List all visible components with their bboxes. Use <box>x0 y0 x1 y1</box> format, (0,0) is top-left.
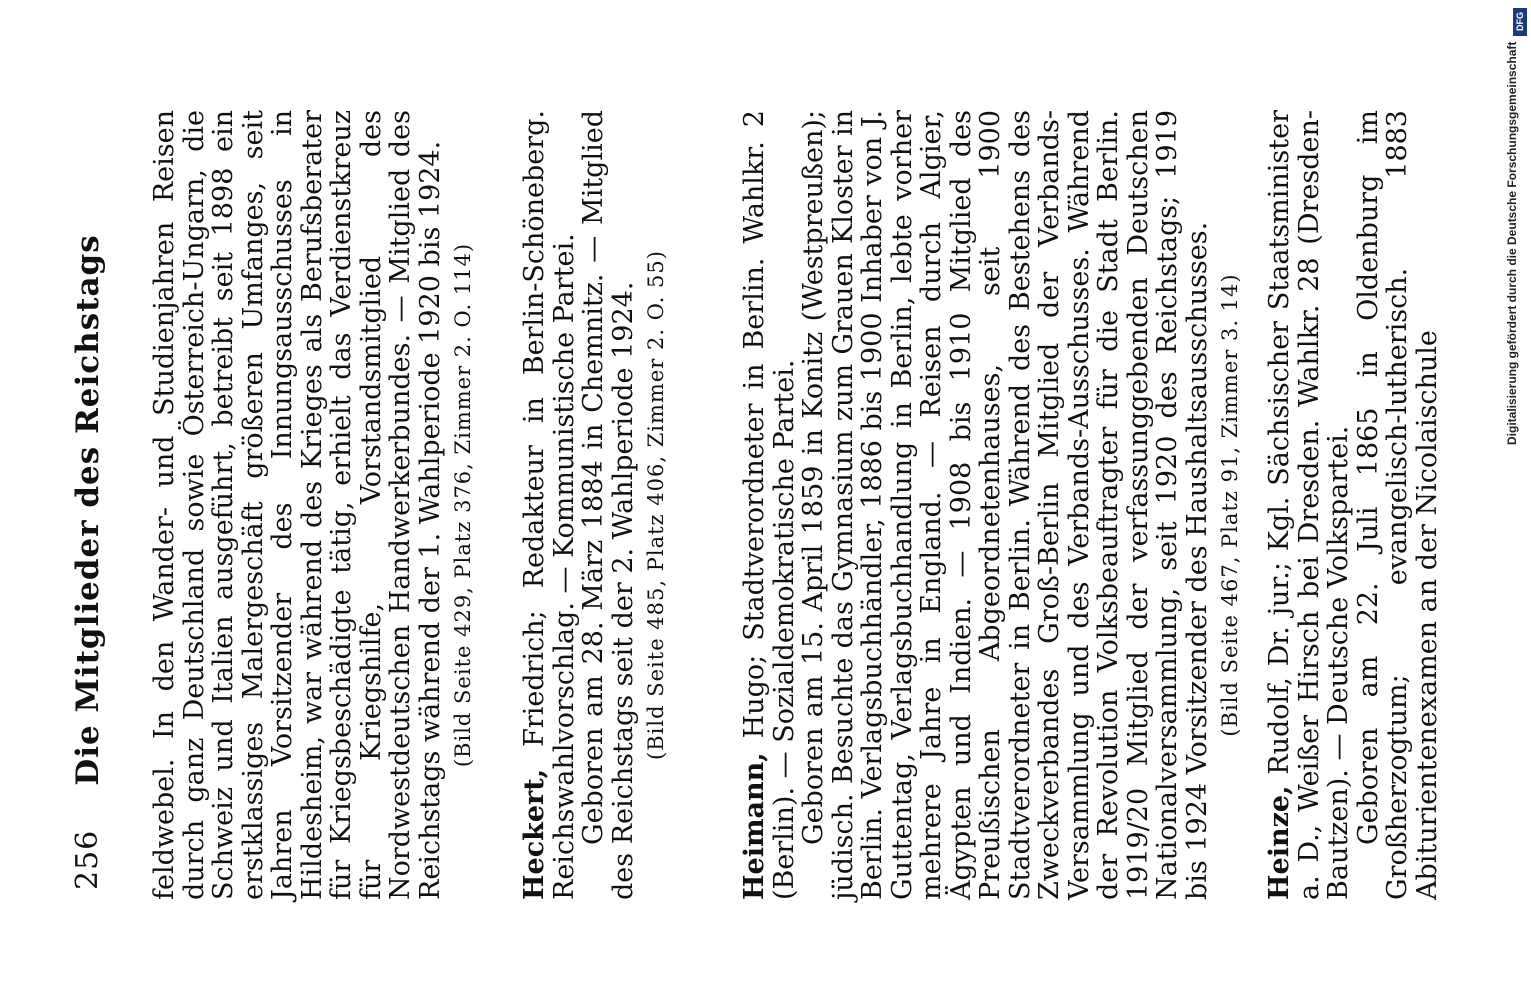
member-biography: Geboren am 15. April 1859 in Konitz (Westpreußen); jüdisch. Besuchte das Gymnasium zum Grauen Kloster in Berlin. Verlagsbuchhändler, 1886 bis 1900 Inhaber von J. Guttentag, Verlagsbuchhandlung in Berlin, lebte vorher mehrere Jahre in England. — Reisen durch Algier, Ägypten und Indien. — 1908 bis 1910 Mitglied des Preußischen Abgeordnetenhauses, seit 1900 Stadtverordneter in Berlin. Während des Bestehens des Zweckverbandes Groß-Berlin Mitglied der Verbands-Versammlung und des Verbands-Ausschusses. Während der Revolution Volksbeauftragter für die Stadt Berlin. 1919/20 Mitglied der verfassunggebenden Deutschen Nationalversammlung, seit 1920 des Reichstags; 1919 bis 1924 Vorsitzender des Haushaltsausschusses. <box>798 110 1213 900</box>
member-name: Heckert, <box>519 768 550 900</box>
dfg-logo-icon: DFG <box>1513 8 1527 36</box>
member-name: Heimann, <box>739 752 770 900</box>
member-biography: Geboren am 22. Juli 1865 in Oldenburg im Großherzogtum; evangelisch-lutherisch. 1883 Abiturientenexamen an der Nicolaischule <box>1352 110 1443 900</box>
member-name: Heinze, <box>1264 785 1295 900</box>
page-number: 256 <box>70 829 105 890</box>
member-intro: Friedrich; Redakteur in Berlin-Schöneberg. Reichswahlvorschlag. — Kommunistische Partei. <box>519 110 580 900</box>
entry-continuation <box>150 110 479 900</box>
member-intro: Hugo; Stadtverordneter in Berlin. Wahlkr. 2 (Berlin). — Sozialdemokratische Partei. <box>739 110 800 900</box>
running-head <box>70 60 110 960</box>
photo-reference: (Bild Seite 467, Platz 91, Zimmer 3. 14) <box>1218 273 1242 737</box>
rotated-book-page <box>0 60 1500 960</box>
entry-heckert <box>520 110 672 900</box>
digitization-credit <box>1505 8 1529 998</box>
credit-text: Digitalisierung gefördert durch die Deutsche Forschungsgemeinschaft <box>1505 42 1519 446</box>
member-intro: Rudolf, Dr. jur.; Kgl. Sächsischer Staatsminister a. D., Weißer Hirsch bei Dresden. Wahlkr. 28 (Dresden-Bautzen). — Deutsche Volkspartei. <box>1264 110 1354 900</box>
entry-text: feldwebel. In den Wander- und Studienjahren Reisen durch ganz Deutschland sowie Österreich-Ungarn, die Schweiz und Italien ausgeführt, betreibt seit 1898 ein erstklassiges Malergeschäft größeren Umfanges, seit Jahren Vorsitzender des Innungsausschusses in Hildesheim, war während des Krieges als Berufsberater für Kriegsbeschädigte tätig, erhielt das Verdienstkreuz für Kriegshilfe, Vorstandsmitglied des Nordwestdeutschen Handwerkerbundes. — Mitglied des Reichstags während der 1. Wahlperiode 1920 bis 1924. <box>149 110 446 900</box>
entry-heimann <box>740 110 1246 900</box>
photo-reference: (Bild Seite 429, Platz 376, Zimmer 2. O. 114) <box>451 242 475 768</box>
page-title: Die Mitglieder des Reichstags <box>70 234 106 786</box>
photo-reference: (Bild Seite 485, Platz 406, Zimmer 2. O. 55) <box>644 250 668 760</box>
entry-heinze <box>1265 110 1442 900</box>
member-biography: Geboren am 28. März 1884 in Chemnitz. — Mitglied des Reichstags seit der 2. Wahlperiode 1924. <box>578 110 639 900</box>
